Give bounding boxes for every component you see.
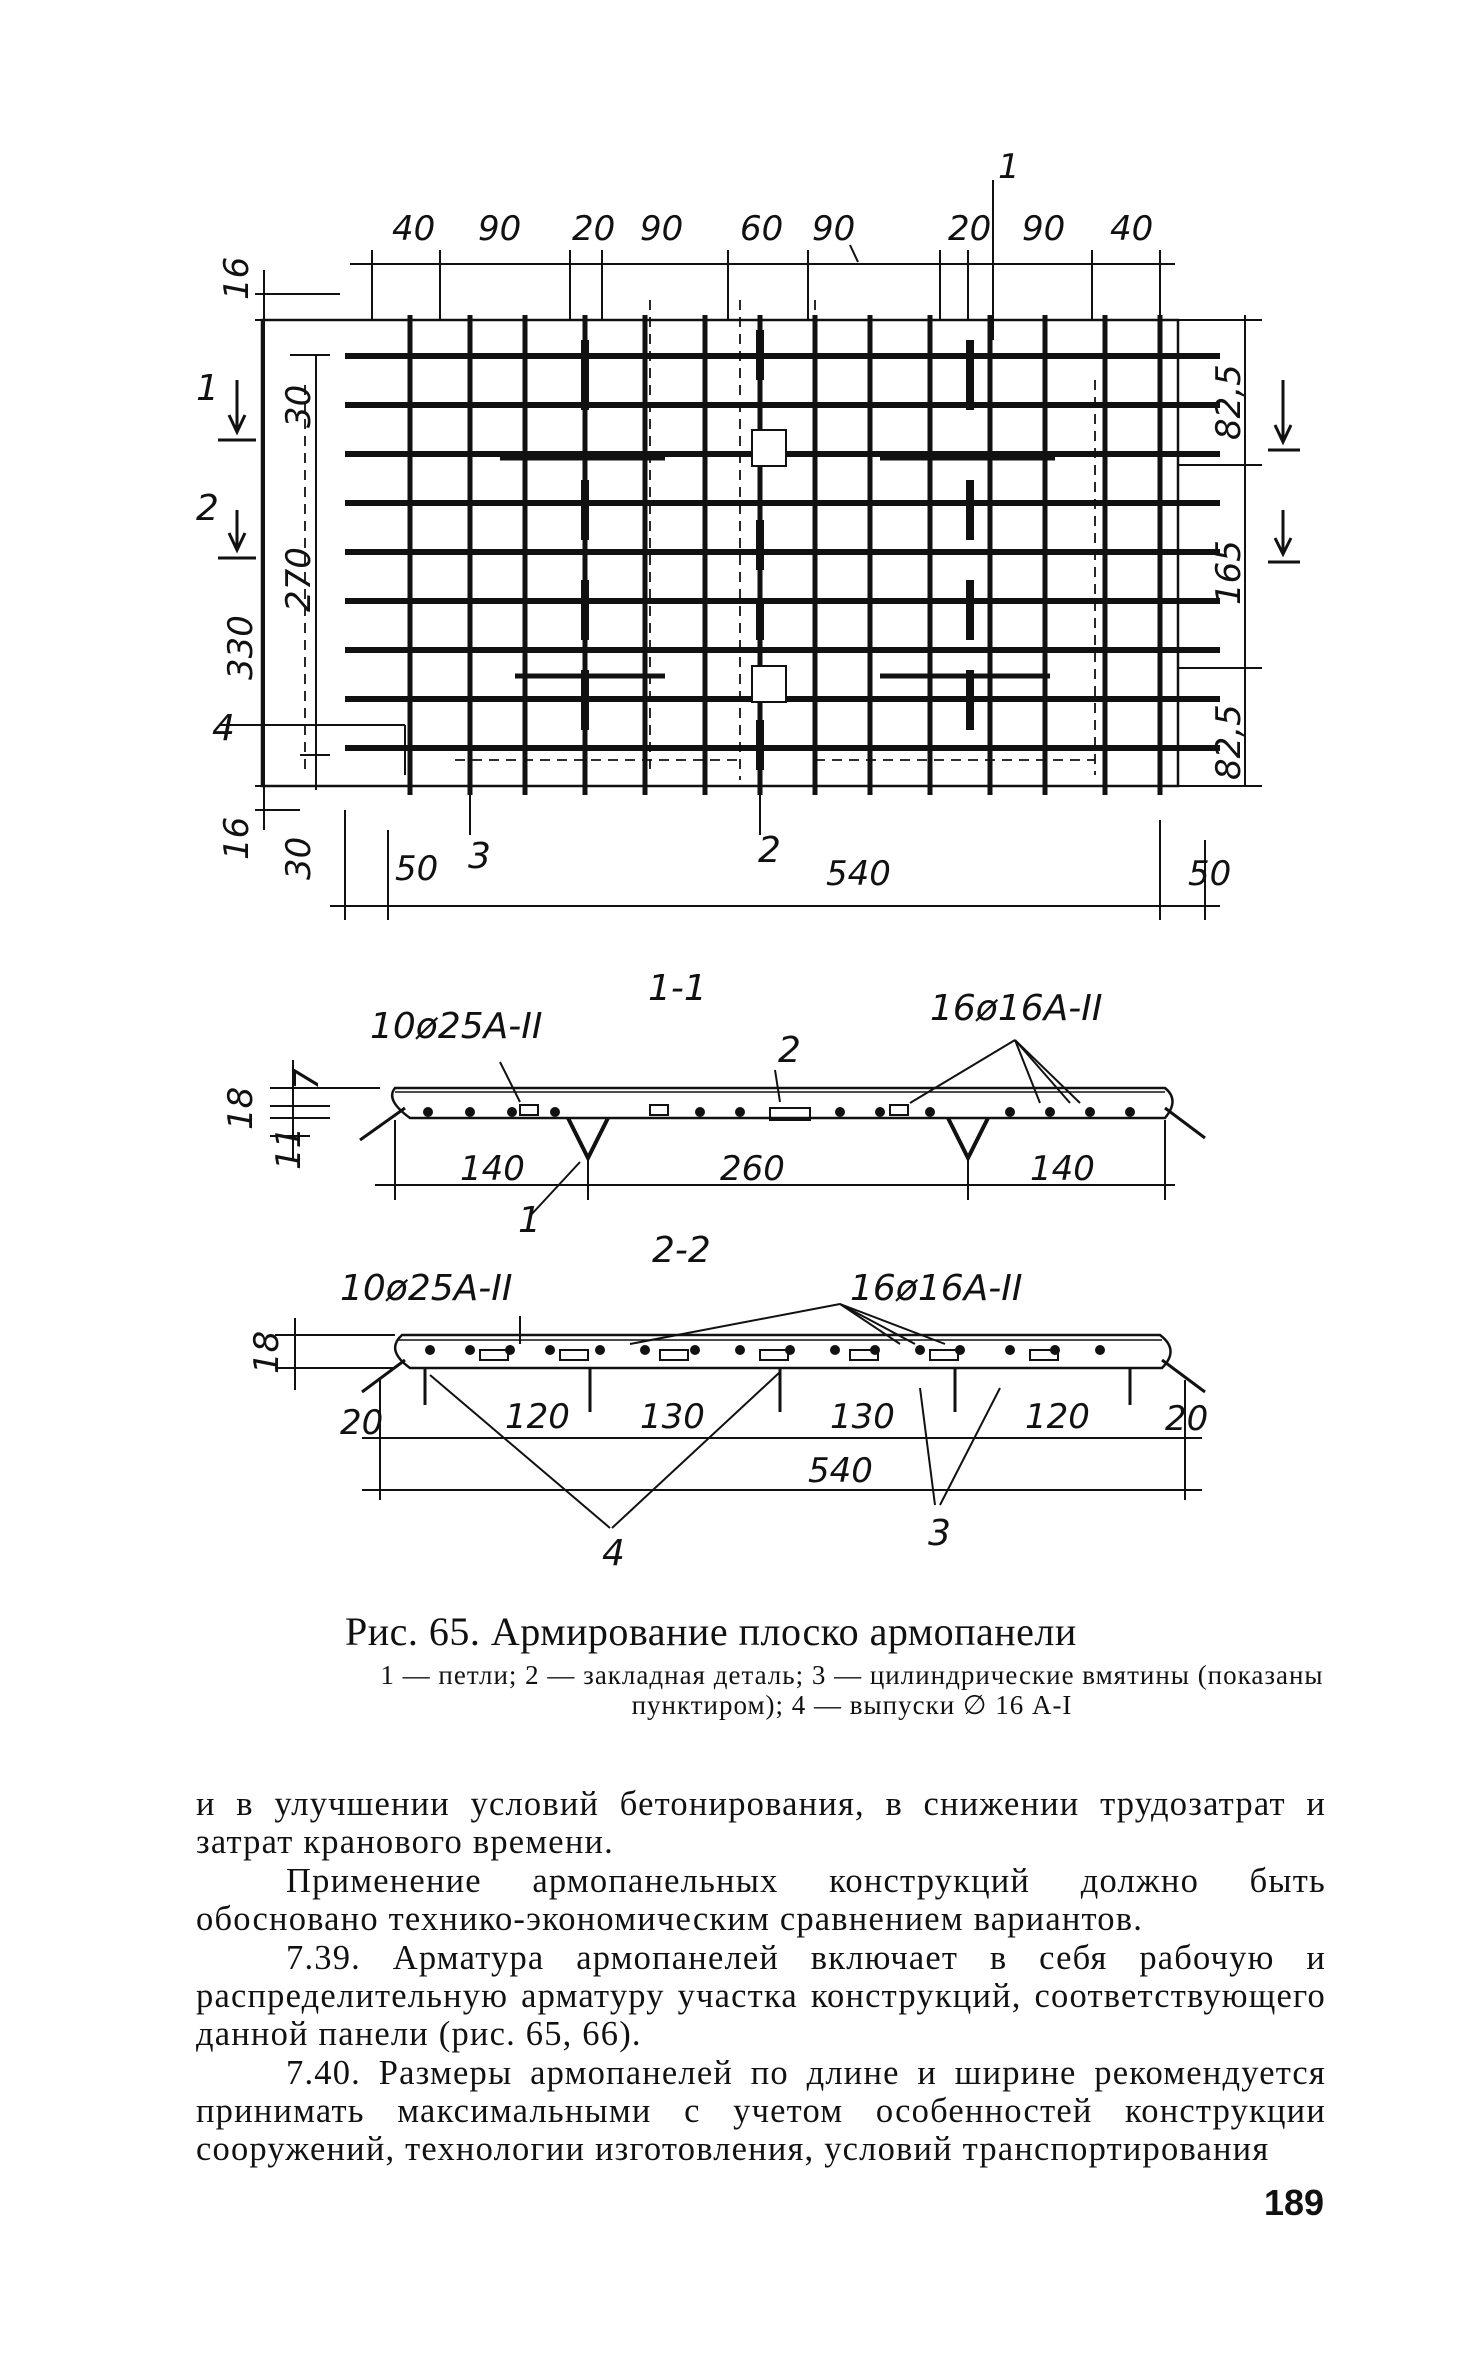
bottom-dim: 50 (395, 849, 439, 889)
section-1-title: 1-1 (648, 968, 707, 1009)
top-dim: 90 (478, 209, 522, 249)
section-2-left-dim: 18 (247, 1330, 287, 1374)
section-1-1 (270, 1040, 1205, 1216)
plan-view (218, 180, 1300, 920)
top-dim: 60 (740, 209, 784, 249)
left-dim: 30 (279, 836, 319, 880)
left-dim: 30 (279, 384, 319, 428)
left-dim: 16 (217, 256, 257, 300)
section-2-bottom-dim: 120 (1025, 1397, 1090, 1437)
section-1-rebar-left: 10ø25А-II (370, 1006, 543, 1047)
body-paragraph-3: 7.39. Арматура армопанелей включает в себя рабочую и распределительную арматуру участка конструкций, соответствующего данной панели (рис. 65, 66). (196, 1939, 1326, 2053)
callout-4: 4 (212, 708, 235, 749)
figure-caption-title: Рис. 65. Армирование плоско армопанели (345, 1609, 1077, 1654)
section-2-callout-4: 4 (602, 1533, 625, 1574)
section-2-bottom-dim: 20 (1165, 1399, 1209, 1439)
left-dim: 270 (279, 547, 319, 612)
top-dim: 20 (948, 209, 992, 249)
section-2-total: 540 (808, 1451, 873, 1491)
embedded-detail-top (752, 430, 786, 466)
section-2-bottom-dim: 130 (640, 1397, 705, 1437)
section-mark-1: 1 (196, 368, 219, 409)
section-1-callout-2: 2 (778, 1030, 801, 1071)
callout-3: 3 (468, 836, 491, 877)
section-2-rebar-left: 10ø25А-II (340, 1268, 513, 1309)
section-2-bottom-dim: 130 (830, 1397, 895, 1437)
section-1-left-dim: 18 (221, 1086, 261, 1130)
left-dim: 16 (217, 816, 257, 860)
top-dim: 90 (1022, 209, 1066, 249)
body-paragraph-4: 7.40. Размеры армопанелей по длине и ширине рекомендуется принимать максимальными с учетом особенностей конструкции сооружений, технологии изготовления, условий транспортирования (196, 2054, 1326, 2168)
section-mark-2: 2 (196, 488, 219, 529)
top-dim: 20 (572, 209, 616, 249)
section-2-bottom-dim: 120 (505, 1397, 570, 1437)
section-2-rebar-right: 16ø16А-II (850, 1268, 1023, 1309)
legend-line-1: 1 — петли; 2 — закладная деталь; 3 — цилиндрические вмятины (показаны (380, 1660, 1324, 1690)
top-dim: 40 (392, 209, 436, 249)
figure-caption-legend (322, 1660, 1382, 1720)
top-dim: 90 (640, 209, 684, 249)
right-dim: 82,5 (1209, 364, 1249, 440)
section-2-callout-3: 3 (928, 1513, 951, 1554)
top-dim: 90 (812, 209, 856, 249)
body-paragraph-1: и в улучшении условий бетонирования, в снижении трудозатрат и затрат кранового времени. (196, 1785, 1326, 1861)
section-1-callout-1: 1 (518, 1200, 541, 1241)
callout-2: 2 (758, 830, 781, 871)
section-1-bottom-dim: 140 (460, 1149, 525, 1189)
bottom-dim: 540 (826, 854, 891, 894)
legend-line-2: пунктиром); 4 — выпуски ∅ 16 А-I (631, 1690, 1073, 1720)
section-mark: 1 (998, 147, 1020, 187)
bottom-dim: 50 (1188, 854, 1232, 894)
right-dim: 82,5 (1209, 704, 1249, 780)
section-1-bottom-dim: 140 (1030, 1149, 1095, 1189)
section-1-left-dim: 7 (287, 1068, 327, 1090)
section-1-left-dim: 11 (269, 1126, 309, 1170)
top-dim: 40 (1110, 209, 1154, 249)
section-1-rebar-right: 16ø16А-II (930, 988, 1103, 1029)
body-paragraph-2: Применение армопанельных конструкций должно быть обосновано технико-экономическим сравнением вариантов. (196, 1862, 1326, 1938)
dimples-dashed (305, 300, 1095, 780)
left-dim: 330 (221, 615, 261, 680)
section-1-bottom-dim: 260 (720, 1149, 785, 1189)
section-2-title: 2-2 (652, 1230, 711, 1271)
embedded-detail-bottom (752, 666, 786, 702)
page-number: 189 (1264, 2182, 1325, 2223)
section-2-labels (247, 1230, 1208, 1574)
right-dim: 165 (1209, 540, 1249, 605)
section-2-bottom-dim: 20 (340, 1403, 384, 1443)
